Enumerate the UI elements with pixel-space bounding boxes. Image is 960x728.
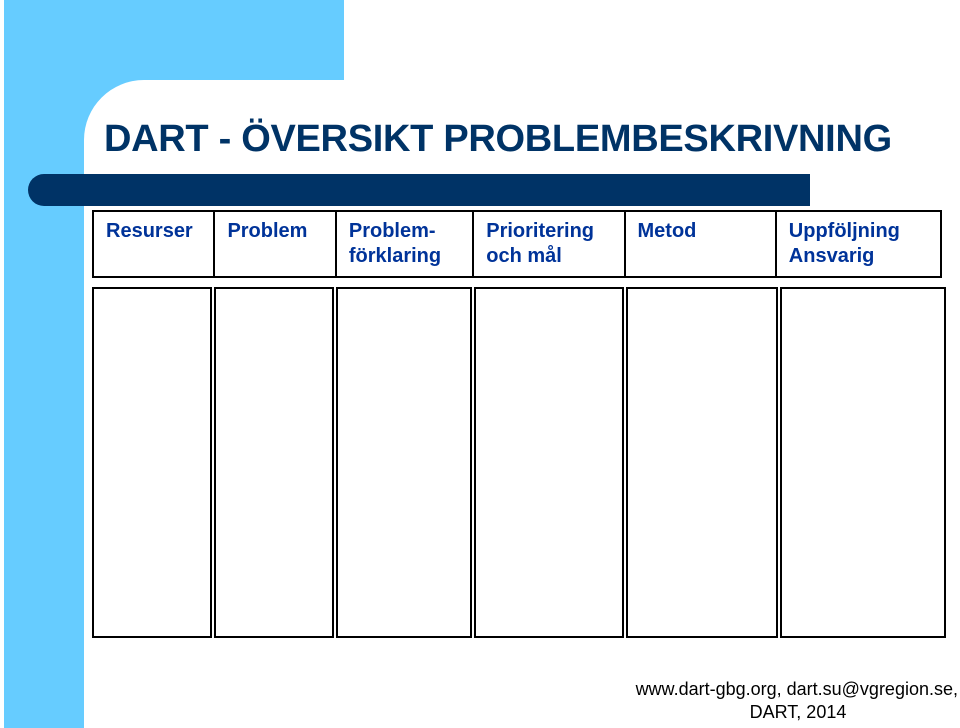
column-header-problem: Problem <box>213 212 334 276</box>
column-header-prioritering: Prioritering och mål <box>472 212 623 276</box>
cell-uppfoljning <box>780 287 946 638</box>
footer-copyright: DART, 2014 <box>749 702 847 722</box>
cell-prioritering <box>474 287 624 638</box>
footer-contact: www.dart-gbg.org, dart.su@vgregion.se, <box>635 679 958 699</box>
cell-problemforklaring <box>336 287 472 638</box>
column-header-problemforklaring: Problem- förklaring <box>335 212 472 276</box>
cell-problem <box>214 287 334 638</box>
cell-resurser <box>92 287 212 638</box>
table-header-row <box>92 210 942 278</box>
table-body-row <box>92 287 946 638</box>
slide-title: DART - ÖVERSIKT PROBLEMBESKRIVNING <box>104 118 892 160</box>
cell-metod <box>626 287 778 638</box>
title-underline-bar <box>28 174 810 206</box>
footer <box>598 678 958 724</box>
column-header-metod: Metod <box>624 212 775 276</box>
column-header-uppfoljning: Uppföljning Ansvarig <box>775 212 940 276</box>
column-header-resurser: Resurser <box>106 220 193 242</box>
